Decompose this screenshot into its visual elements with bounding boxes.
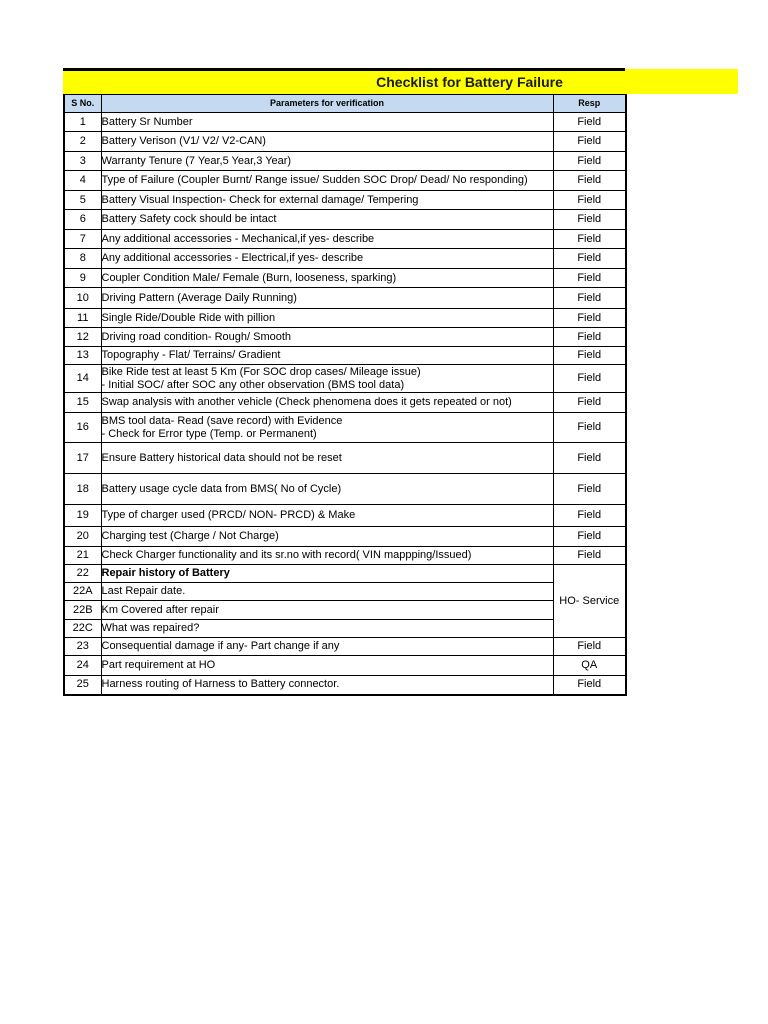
row-sno: 15 (64, 393, 101, 413)
table-row (64, 269, 626, 288)
row-resp: Field (553, 365, 626, 393)
row-sno: 17 (64, 443, 101, 474)
row-sno: 9 (64, 269, 101, 288)
row-resp: Field (553, 527, 626, 547)
row-parameter: Harness routing of Harness to Battery connector. (101, 676, 553, 695)
checklist-table (63, 94, 627, 696)
row-sno: 18 (64, 474, 101, 505)
row-sno: 23 (64, 638, 101, 656)
row-sno: 12 (64, 328, 101, 347)
row-sno: 16 (64, 413, 101, 443)
table-row (64, 527, 626, 547)
row-parameter: Any additional accessories - Electrical,if yes- describe (101, 249, 553, 269)
row-resp: Field (553, 413, 626, 443)
row-sno: 14 (64, 365, 101, 393)
row-resp-merged: HO- Service (553, 565, 626, 638)
row-parameter: Ensure Battery historical data should not be reset (101, 443, 553, 474)
row-parameter: Any additional accessories - Mechanical,if yes- describe (101, 230, 553, 249)
table-row (64, 249, 626, 269)
row-parameter: Type of Failure (Coupler Burnt/ Range issue/ Sudden SOC Drop/ Dead/ No responding) (101, 171, 553, 191)
row-parameter: Driving Pattern (Average Daily Running) (101, 288, 553, 309)
row-resp: Field (553, 210, 626, 230)
row-resp: Field (553, 474, 626, 505)
table-row (64, 620, 626, 638)
table-row (64, 547, 626, 565)
row-sno: 22 (64, 565, 101, 583)
row-sno: 20 (64, 527, 101, 547)
row-sno: 22B (64, 601, 101, 620)
row-parameter (101, 413, 553, 443)
row-resp: Field (553, 676, 626, 695)
row-sno: 10 (64, 288, 101, 309)
row-parameter: Charging test (Charge / Not Charge) (101, 527, 553, 547)
row-resp: Field (553, 113, 626, 132)
row-resp: Field (553, 269, 626, 288)
table-row (64, 393, 626, 413)
row-resp: Field (553, 443, 626, 474)
table-row (64, 288, 626, 309)
row-parameter: Single Ride/Double Ride with pillion (101, 309, 553, 328)
table-row (64, 565, 626, 583)
table-row (64, 638, 626, 656)
row-parameter-line-2: - Initial SOC/ after SOC any other observation (BMS tool data) (101, 378, 405, 391)
header-resp: Resp (553, 95, 626, 113)
table-row (64, 365, 626, 393)
row-parameter: Battery Sr Number (101, 113, 553, 132)
row-parameter: Battery usage cycle data from BMS( No of Cycle) (101, 474, 553, 505)
row-sno: 13 (64, 347, 101, 365)
row-resp: Field (553, 638, 626, 656)
row-sno: 6 (64, 210, 101, 230)
table-row (64, 230, 626, 249)
table-header-row (64, 95, 626, 113)
row-parameter: Type of charger used (PRCD/ NON- PRCD) & Make (101, 505, 553, 527)
table-row (64, 656, 626, 676)
table-row (64, 676, 626, 695)
row-resp: Field (553, 230, 626, 249)
table-row (64, 328, 626, 347)
row-resp: Field (553, 249, 626, 269)
row-sno: 25 (64, 676, 101, 695)
row-resp: Field (553, 393, 626, 413)
table-row (64, 132, 626, 152)
row-sno: 21 (64, 547, 101, 565)
row-parameter: Consequential damage if any- Part change if any (101, 638, 553, 656)
row-sno: 3 (64, 152, 101, 171)
row-resp: Field (553, 309, 626, 328)
table-row (64, 443, 626, 474)
row-parameter: Last Repair date. (101, 583, 553, 601)
row-resp: Field (553, 132, 626, 152)
row-parameter: What was repaired? (101, 620, 553, 638)
row-resp: Field (553, 328, 626, 347)
table-row (64, 191, 626, 210)
row-resp: QA (553, 656, 626, 676)
row-parameter: Swap analysis with another vehicle (Check phenomena does it gets repeated or not) (101, 393, 553, 413)
row-sno: 2 (64, 132, 101, 152)
row-sno: 7 (64, 230, 101, 249)
row-parameter (101, 365, 553, 393)
row-resp: Field (553, 547, 626, 565)
row-resp: Field (553, 152, 626, 171)
row-sno: 22A (64, 583, 101, 601)
row-sno: 8 (64, 249, 101, 269)
table-row (64, 505, 626, 527)
row-sno: 5 (64, 191, 101, 210)
table-row (64, 347, 626, 365)
row-sno: 19 (64, 505, 101, 527)
table-row (64, 210, 626, 230)
row-parameter: Warranty Tenure (7 Year,5 Year,3 Year) (101, 152, 553, 171)
table-row (64, 171, 626, 191)
row-sno: 22C (64, 620, 101, 638)
row-resp: Field (553, 505, 626, 527)
row-sno: 11 (64, 309, 101, 328)
row-sno: 1 (64, 113, 101, 132)
header-sno: S No. (64, 95, 101, 113)
row-parameter: Battery Safety cock should be intact (101, 210, 553, 230)
row-parameter: Battery Verison (V1/ V2/ V2-CAN) (101, 132, 553, 152)
table-row (64, 601, 626, 620)
table-row (64, 583, 626, 601)
row-resp: Field (553, 288, 626, 309)
table-row (64, 152, 626, 171)
row-sno: 4 (64, 171, 101, 191)
row-resp: Field (553, 191, 626, 210)
row-sno: 24 (64, 656, 101, 676)
row-parameter: Part requirement at HO (101, 656, 553, 676)
table-row (64, 413, 626, 443)
row-parameter-line-1: BMS tool data- Read (save record) with Evidence (101, 414, 343, 427)
row-resp: Field (553, 171, 626, 191)
row-parameter: Check Charger functionality and its sr.no with record( VIN mappping/Issued) (101, 547, 553, 565)
row-parameter-line-2: - Check for Error type (Temp. or Permanent) (101, 427, 317, 440)
row-parameter: Repair history of Battery (101, 565, 553, 583)
table-row (64, 309, 626, 328)
row-parameter: Coupler Condition Male/ Female (Burn, looseness, sparking) (101, 269, 553, 288)
row-resp: Field (553, 347, 626, 365)
row-parameter: Driving road condition- Rough/ Smooth (101, 328, 553, 347)
row-parameter: Topography - Flat/ Terrains/ Gradient (101, 347, 553, 365)
table-row (64, 113, 626, 132)
row-parameter: Battery Visual Inspection- Check for external damage/ Tempering (101, 191, 553, 210)
table-row (64, 474, 626, 505)
header-parameters: Parameters for verification (101, 95, 553, 113)
row-parameter-line-1: Bike Ride test at least 5 Km (For SOC drop cases/ Mileage issue) (101, 365, 421, 378)
row-parameter: Km Covered after repair (101, 601, 553, 620)
page-title: Checklist for Battery Failure (376, 74, 563, 90)
